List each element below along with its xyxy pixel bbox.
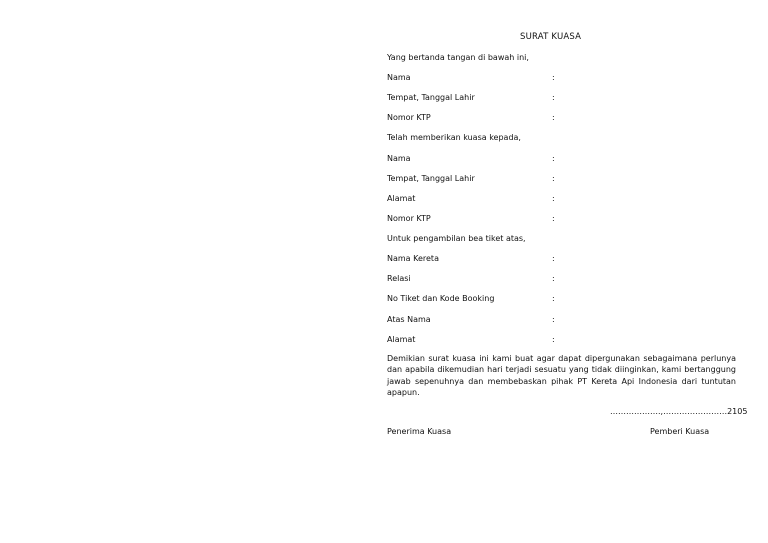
field-colon: : [552,214,555,223]
field-label: Nomor KTP [387,214,431,223]
field-row [387,73,555,82]
document-title: SURAT KUASA [520,32,582,42]
field-label: Nama Kereta [387,254,439,263]
field-colon: : [552,73,555,82]
field-colon: : [552,315,555,324]
purpose-text: Untuk pengambilan bea tiket atas, [387,234,526,243]
field-colon: : [552,93,555,102]
intro-text: Yang bertanda tangan di bawah ini, [387,53,529,62]
field-colon: : [552,335,555,344]
field-row [387,214,555,223]
field-label: Relasi [387,274,411,283]
field-row [387,335,555,344]
field-label: Tempat, Tanggal Lahir [387,93,475,102]
field-label: Nomor KTP [387,113,431,122]
field-label: Alamat [387,194,416,203]
field-label: Nama [387,73,411,82]
field-colon: : [552,113,555,122]
field-colon: : [552,194,555,203]
field-label: Nama [387,154,411,163]
date-line: ……………….,……………………2105 [610,407,748,416]
field-label: No Tiket dan Kode Booking [387,294,495,303]
field-row [387,93,555,102]
field-colon: : [552,294,555,303]
field-row [387,194,555,203]
field-colon: : [552,154,555,163]
field-row [387,274,555,283]
signature-grantor: Pemberi Kuasa [650,427,710,436]
field-row [387,294,555,303]
field-row [387,315,555,324]
field-colon: : [552,254,555,263]
field-label: Atas Nama [387,315,431,324]
field-row [387,254,555,263]
field-colon: : [552,274,555,283]
field-label: Alamat [387,335,416,344]
grant-statement: Telah memberikan kuasa kepada, [387,133,521,142]
field-row [387,113,555,122]
field-row [387,174,555,183]
field-label: Tempat, Tanggal Lahir [387,174,475,183]
field-row [387,154,555,163]
signature-recipient: Penerima Kuasa [387,427,452,436]
field-colon: : [552,174,555,183]
closing-paragraph: Demikian surat kuasa ini kami buat agar dapat dipergunakan sebagaimana perlunya dan apabila dikemudian hari terjadi sesuatu yang tidak diinginkan, kami bertanggung jawab sepenuhnya dan membebaskan pihak PT Kereta Api Indonesia dari tuntutan apapun. [387,354,736,397]
